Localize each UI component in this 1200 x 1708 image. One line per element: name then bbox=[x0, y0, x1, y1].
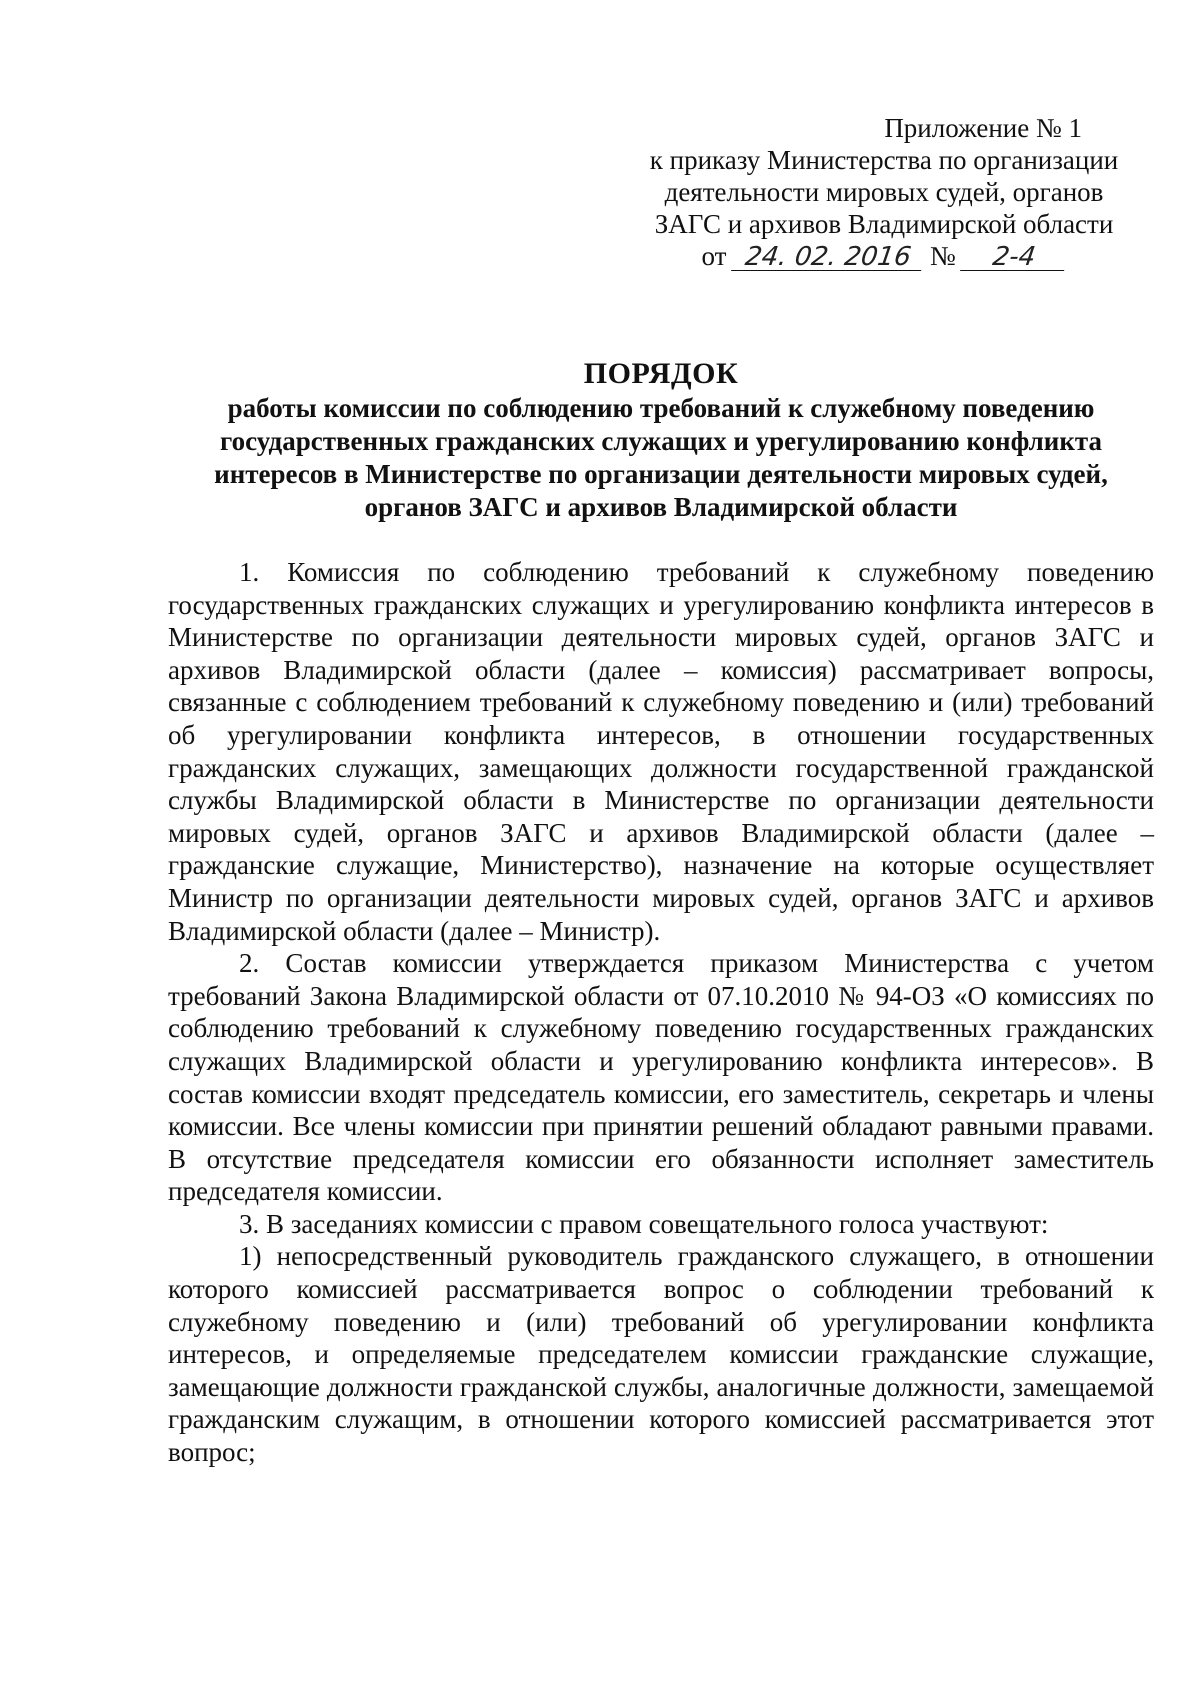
document-subheading: работы комиссии по соблюдению требований к служебному поведению государственных гражданских служащих и урегулированию конфликта интересов в Министерстве по организации деятельности мировых судей, органов ЗАГС и архивов Владимирской области bbox=[214, 393, 1108, 522]
appendix-line-1: к приказу Министерства по организации bbox=[649, 145, 1119, 175]
document-body bbox=[168, 556, 1154, 1469]
appendix-date-line bbox=[624, 240, 1144, 272]
appendix-line-2: деятельности мировых судей, органов bbox=[664, 177, 1104, 207]
handwritten-date: 24. 02. 2016 bbox=[731, 244, 925, 271]
handwritten-number: 2-4 bbox=[961, 244, 1069, 271]
appendix-block bbox=[624, 112, 1144, 272]
date-prefix: от bbox=[701, 241, 727, 271]
paragraph-3-item-1: 1) непосредственный руководитель гражданского служащего, в отношении которого комиссией рассматривается вопрос о соблюдении требований к служебному поведению и (или) требований об урегулировании конфликта интересов, и определяемые председателем комиссии гражданские служащие, замещающие должности гражданской службы, аналогичные должности, замещаемой гражданским служащим, в отношении которого комиссией рассматривается этот вопрос; bbox=[168, 1241, 1154, 1468]
paragraph-3: 3. В заседаниях комиссии с правом совещательного голоса участвуют: bbox=[239, 1208, 1049, 1239]
document-title-block bbox=[168, 356, 1154, 524]
paragraph-2: 2. Состав комиссии утверждается приказом Министерства с учетом требований Закона Владимирской области от 07.10.2010 № 94-ОЗ «О комиссиях по соблюдению требований к служебному поведению государственных гражданских служащих Владимирской области и урегулированию конфликта интересов». В состав комиссии входят председатель комиссии, его заместитель, секретарь и члены комиссии. Все члены комиссии при принятии решений обладают равными правами. В отсутствие председателя комиссии его обязанности исполняет заместитель председателя комиссии. bbox=[168, 948, 1154, 1207]
appendix-title: Приложение № 1 bbox=[884, 113, 1082, 143]
document-heading: ПОРЯДОК bbox=[583, 357, 739, 390]
number-prefix: № bbox=[929, 241, 956, 271]
paragraph-1: 1. Комиссия по соблюдению требований к служебному поведению государственных гражданских служащих и урегулированию конфликта интересов в Министерстве по организации деятельности мировых судей, органов ЗАГС и архивов Владимирской области (далее – комиссия) рассматривает вопросы, связанные с соблюдением требований к служебному поведению и (или) требований об урегулировании конфликта интересов, в отношении государственных гражданских служащих, замещающих должности государственной гражданской службы Владимирской области в Министерстве по организации деятельности мировых судей, органов ЗАГС и архивов Владимирской области (далее – гражданские служащие, Министерство), назначение на которые осуществляет Министр по организации деятельности мировых судей, органов ЗАГС и архивов Владимирской области (далее – Министр). bbox=[168, 557, 1154, 946]
appendix-line-3: ЗАГС и архивов Владимирской области bbox=[654, 209, 1114, 239]
